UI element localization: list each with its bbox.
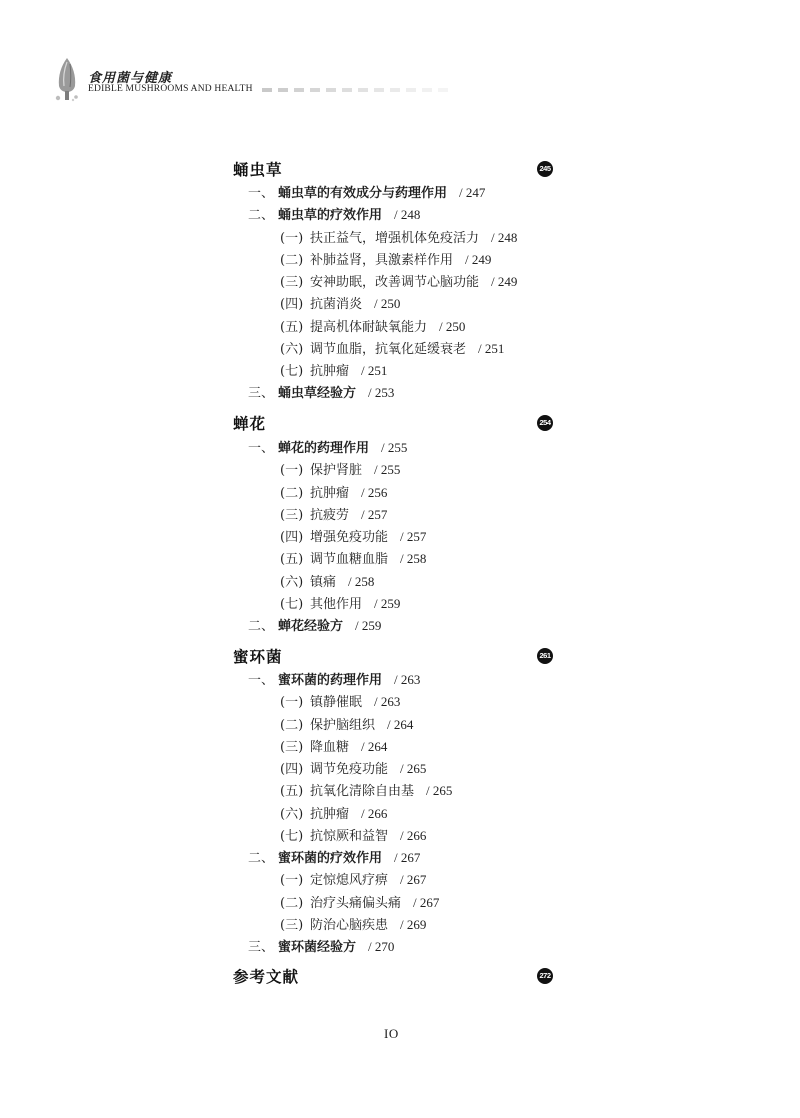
- entry-text: 扶正益气，增强机体免疫活力: [310, 230, 480, 246]
- entry-page: / 248: [394, 207, 421, 223]
- header-dash: [390, 88, 400, 92]
- section-page-badge: 245: [537, 161, 553, 177]
- entry-text: 增强免疫功能: [310, 530, 389, 545]
- entry-text: 蜜环菌的疗效作用: [278, 851, 383, 866]
- entry-number: (五): [280, 552, 304, 568]
- entry-page: / 258: [348, 573, 375, 589]
- entry-text: 其他作用: [310, 596, 363, 612]
- entry-number: (一): [280, 463, 304, 479]
- entry-page: / 253: [368, 385, 395, 401]
- entry-text: 补肺益肾，具激素样作用: [310, 252, 454, 268]
- entry-page: / 265: [400, 761, 427, 776]
- entry-text: 调节免疫功能: [310, 762, 389, 777]
- entry-number: (三): [280, 739, 304, 755]
- entry-number: 二、: [248, 619, 275, 634]
- mushroom-logo-icon: [53, 56, 81, 102]
- toc-subentry[interactable]: [280, 526, 426, 545]
- toc-subentry[interactable]: [280, 227, 517, 246]
- entry-text: 镇痛: [310, 574, 337, 590]
- entry-text: 镇静催眠: [310, 695, 363, 711]
- toc-entry[interactable]: [248, 382, 394, 401]
- entry-number: (五): [280, 784, 304, 800]
- toc-entry[interactable]: [248, 847, 420, 866]
- toc-subentry[interactable]: [280, 271, 517, 290]
- header-dash: [342, 88, 352, 92]
- entry-number: 三、: [248, 940, 275, 955]
- entry-page: / 267: [394, 850, 421, 865]
- entry-text: 抗氧化清除自由基: [310, 784, 415, 800]
- toc-subentry[interactable]: [280, 316, 465, 335]
- entry-page: / 259: [374, 595, 401, 611]
- entry-text: 调节血脂，抗氧化延缓衰老: [310, 341, 467, 357]
- entry-page: / 258: [400, 551, 427, 567]
- header-title-en: EDIBLE MUSHROOMS AND HEALTH: [88, 84, 253, 94]
- header-dash: [422, 88, 432, 92]
- entry-page: / 247: [459, 185, 486, 200]
- entry-page: / 266: [400, 827, 427, 843]
- entry-page: / 251: [361, 363, 388, 378]
- entry-number: (三): [280, 917, 304, 933]
- entry-number: (二): [280, 252, 304, 268]
- header-dash: [278, 88, 288, 92]
- header-dash: [374, 88, 384, 92]
- entry-text: 抗惊厥和益智: [310, 828, 389, 844]
- header-dash: [326, 88, 336, 92]
- header-decorative-dashes: [262, 88, 448, 92]
- entry-page: / 255: [381, 440, 408, 455]
- toc-entry[interactable]: [248, 936, 394, 955]
- toc-entry[interactable]: [248, 182, 485, 201]
- toc-entry[interactable]: [248, 669, 420, 688]
- entry-text: 调节血糖血脂: [310, 552, 389, 568]
- entry-page: / 259: [355, 618, 382, 633]
- entry-text: 蜜环菌的药理作用: [278, 673, 383, 688]
- toc-subentry[interactable]: [280, 691, 400, 710]
- entry-page: / 250: [439, 318, 466, 334]
- entry-number: (七): [280, 828, 304, 844]
- entry-text: 防治心脑疾患: [310, 917, 389, 933]
- section-page-badge: 254: [537, 415, 553, 431]
- entry-number: (六): [280, 574, 304, 590]
- page-number: IO: [384, 1026, 399, 1041]
- entry-page: / 255: [374, 462, 401, 478]
- entry-page: / 251: [478, 340, 505, 356]
- toc-subentry[interactable]: [280, 293, 400, 312]
- entry-page: / 249: [465, 251, 492, 267]
- entry-text: 保护肾脏: [310, 463, 363, 479]
- entry-text: 定惊熄风疗痹: [310, 873, 389, 889]
- entry-text: 抗肿瘤: [310, 364, 350, 379]
- section-page-badge: 272: [537, 968, 553, 984]
- header-title-cn: 食用菌与健康: [88, 71, 173, 86]
- entry-number: (三): [280, 507, 304, 523]
- entry-number: 三、: [248, 386, 275, 402]
- entry-text: 抗疲劳: [310, 507, 350, 523]
- toc-subentry[interactable]: [280, 914, 426, 933]
- entry-text: 蝉花经验方: [278, 619, 344, 634]
- toc-subentry[interactable]: [280, 571, 374, 590]
- entry-number: (四): [280, 530, 304, 545]
- header-dash: [438, 88, 448, 92]
- toc-subentry[interactable]: [280, 869, 426, 888]
- entry-page: / 265: [426, 783, 453, 799]
- section-page-badge: 261: [537, 648, 553, 664]
- entry-page: / 266: [361, 805, 388, 821]
- entry-page: / 249: [491, 274, 518, 289]
- entry-number: (一): [280, 695, 304, 711]
- toc-subentry[interactable]: [280, 593, 400, 612]
- entry-number: (六): [280, 341, 304, 357]
- toc-subentry[interactable]: [280, 360, 387, 379]
- entry-text: 蝉花的药理作用: [278, 441, 370, 456]
- entry-number: (四): [280, 297, 304, 313]
- entry-page: / 248: [491, 229, 518, 245]
- entry-page: / 264: [387, 716, 414, 732]
- entry-number: (五): [280, 319, 304, 335]
- toc-subentry[interactable]: [280, 504, 387, 523]
- section-title[interactable]: 蜜环菌: [233, 647, 283, 666]
- entry-text: 安神助眠，改善调节心脑功能: [310, 275, 480, 290]
- section-title[interactable]: 蛹虫草: [233, 160, 283, 179]
- header-dash: [406, 88, 416, 92]
- entry-number: (七): [280, 596, 304, 612]
- entry-text: 治疗头痛偏头痛: [310, 895, 402, 911]
- entry-text: 蛹虫草的有效成分与药理作用: [278, 186, 448, 201]
- entry-text: 抗菌消炎: [310, 297, 363, 313]
- entry-text: 降血糖: [310, 739, 350, 755]
- entry-page: / 263: [374, 694, 401, 710]
- entry-number: (七): [280, 364, 304, 379]
- entry-page: / 256: [361, 484, 388, 500]
- header-dash: [310, 88, 320, 92]
- entry-number: 一、: [248, 673, 275, 688]
- toc-entry[interactable]: [248, 437, 407, 456]
- toc-subentry[interactable]: [280, 459, 400, 478]
- entry-text: 抗肿瘤: [310, 485, 350, 501]
- entry-number: 一、: [248, 186, 275, 201]
- entry-number: (一): [280, 873, 304, 889]
- entry-number: 二、: [248, 208, 275, 224]
- entry-page: / 270: [368, 939, 395, 954]
- entry-number: 二、: [248, 851, 275, 866]
- entry-number: (四): [280, 762, 304, 777]
- entry-page: / 267: [413, 894, 440, 910]
- section-title[interactable]: 蝉花: [233, 414, 267, 433]
- toc-entry[interactable]: [248, 615, 381, 634]
- entry-text: 保护脑组织: [310, 717, 376, 733]
- entry-page: / 269: [400, 916, 427, 932]
- entry-number: (一): [280, 230, 304, 246]
- toc-subentry[interactable]: [280, 803, 387, 822]
- entry-text: 蛹虫草经验方: [278, 386, 357, 402]
- entry-number: (二): [280, 717, 304, 733]
- entry-page: / 264: [361, 738, 388, 754]
- toc-subentry[interactable]: [280, 338, 504, 357]
- entry-number: (二): [280, 895, 304, 911]
- toc-subentry[interactable]: [280, 825, 426, 844]
- entry-text: 抗肿瘤: [310, 806, 350, 822]
- header-dash: [358, 88, 368, 92]
- toc-subentry[interactable]: [280, 892, 439, 911]
- header-dash: [294, 88, 304, 92]
- header-dash: [262, 88, 272, 92]
- entry-page: / 257: [400, 529, 427, 544]
- entry-text: 提高机体耐缺氧能力: [310, 319, 428, 335]
- section-title[interactable]: 参考文献: [233, 967, 300, 986]
- toc-subentry[interactable]: [280, 548, 426, 567]
- entry-text: 蛹虫草的疗效作用: [278, 208, 383, 224]
- entry-number: 一、: [248, 441, 275, 456]
- entry-number: (三): [280, 275, 304, 290]
- toc-subentry[interactable]: [280, 714, 413, 733]
- toc-subentry[interactable]: [280, 758, 426, 777]
- toc-subentry[interactable]: [280, 736, 387, 755]
- entry-page: / 267: [400, 872, 427, 888]
- entry-number: (六): [280, 806, 304, 822]
- entry-text: 蜜环菌经验方: [278, 940, 357, 955]
- toc-subentry[interactable]: [280, 249, 491, 268]
- toc-entry[interactable]: [248, 204, 420, 223]
- toc-subentry[interactable]: [280, 780, 452, 799]
- entry-page: / 263: [394, 672, 421, 687]
- entry-number: (二): [280, 485, 304, 501]
- toc-subentry[interactable]: [280, 482, 387, 501]
- entry-page: / 250: [374, 296, 401, 312]
- entry-page: / 257: [361, 506, 388, 522]
